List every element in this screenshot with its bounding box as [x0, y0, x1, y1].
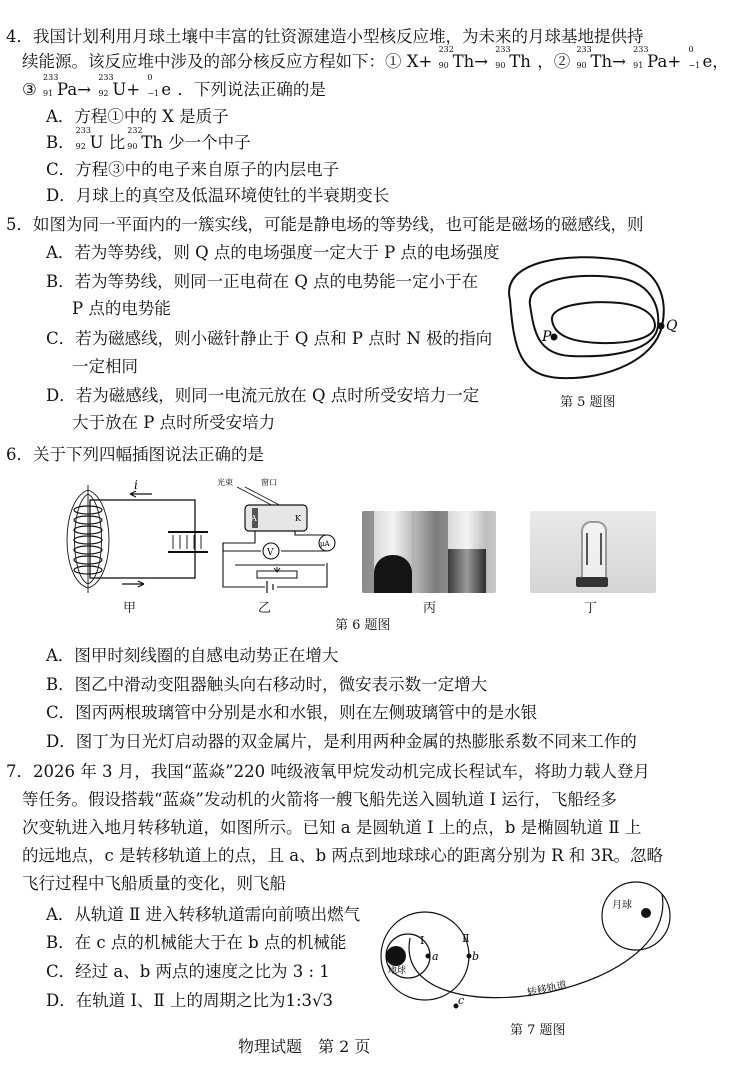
q4-eq3-electron: 0 −1 e	[147, 73, 172, 99]
q4-eq2-label: ，②	[537, 52, 571, 71]
q7-stem-line2: 等任务。假设搭载“蓝焱”发动机的火箭将一艘飞船先送入圆轨道 Ⅰ 运行，飞船经多	[22, 790, 617, 809]
q4-stem-prefix: 续能源。该反应堆中涉及的部分核反应方程如下：①	[22, 52, 402, 71]
q4-eq3-u233: 233 92 U+	[98, 73, 141, 99]
q6-option-d: D．图丁为日光灯启动器的双金属片，是利用两种金属的热膨胀系数不同来工作的	[46, 732, 637, 751]
q4-stem-line2	[22, 45, 730, 73]
q7-transfer-label: 转移轨道	[526, 979, 568, 999]
q7-caption: 第 7 题图	[510, 1023, 566, 1038]
q4-option-b-u233: 233 92 U 比	[75, 126, 126, 152]
q6-fig1-solenoid	[60, 480, 210, 595]
q6-fig1-capacitor-field	[173, 535, 201, 549]
q6-fig2-label: 乙	[258, 601, 272, 616]
q7-moon	[641, 908, 651, 918]
q7-moon-orbit-circle	[602, 882, 670, 950]
q6-stem: 6．关于下列四幅插图说法正确的是	[6, 445, 264, 464]
q7-option-c: C．经过 a、b 两点的速度之比为 3 : 1	[46, 962, 330, 981]
q4-eq1-th232: 232 90 Th→	[438, 45, 489, 71]
q6-fig4-starter-photo	[530, 511, 656, 593]
q7-stem-line3: 次变轨进入地月转移轨道，如图所示。已知 a 是圆轨道 Ⅰ 上的点，b 是椭圆轨道 Ⅱ 上	[22, 818, 642, 837]
q7-option-b: B．在 c 点的机械能大于在 b 点的机械能	[46, 933, 347, 952]
q6-option-b: B．图乙中滑动变阻器触头向右移动时，微安表示数一定增大	[46, 675, 488, 694]
q6-fig1-capacitor	[168, 532, 208, 552]
q4-option-b	[46, 126, 252, 154]
q4-eq1-x: X+	[406, 52, 433, 71]
q4-stem-line3	[22, 73, 326, 101]
q6-fig2-light-label: 光束	[217, 478, 233, 487]
q4-eq2-electron: 0 −1 e，	[688, 45, 729, 71]
page-footer: 物理试题 第 2 页	[238, 1037, 371, 1056]
q5-option-c-line2: 一定相同	[72, 357, 138, 376]
q6-fig4-base	[576, 577, 608, 587]
q6-fig3-left-liquid	[374, 555, 412, 593]
q4-option-b-th232: 232 90 Th 少一个中子	[127, 126, 251, 152]
q6-fig2-anode-label: A	[251, 514, 257, 523]
q6-fig2-battery	[267, 581, 273, 593]
q7-option-a: A．从轨道 Ⅱ 进入转移轨道需向前喷出燃气	[46, 905, 361, 924]
q7-orbit-1-label: Ⅰ	[420, 934, 425, 947]
q6-option-c: C．图丙两根玻璃管中分别是水和水银，则在左侧玻璃管中的是水银	[46, 703, 538, 722]
q5-option-d-line1: D．若为磁感线，则同一电流元放在 Q 点时所受安培力一定	[46, 386, 480, 405]
q5-caption: 第 5 题图	[560, 395, 616, 410]
q4-option-a: A．方程①中的 X 是质子	[46, 107, 229, 126]
q7-earth	[386, 946, 406, 966]
q4-option-d: D．月球上的真空及低温环境使钍的半衰期变长	[46, 186, 390, 205]
q7-stem-line1: 7．2026 年 3 月，我国“蓝焱”220 吨级液氧甲烷发动机完成长程试车，将助力载人登月	[6, 762, 650, 781]
q6-fig2-window-label: 窗口	[261, 478, 277, 487]
q6-fig1-field-lines	[67, 485, 109, 593]
q6-option-a: A．图甲时刻线圈的自感电动势正在增大	[46, 646, 339, 665]
q7-stem-line4: 的远地点，c 是转移轨道上的点，且 a、b 两点到地球球心的距离分别为 R 和 3R。忽略	[22, 846, 663, 865]
q4-option-b-prefix: B．	[46, 133, 75, 152]
q6-fig3-glass-tubes-photo	[362, 511, 496, 593]
q4-eq2-pa233: 233 91 Pa+	[633, 45, 682, 71]
q4-stem-line1: 4．我国计划利用月球土壤中丰富的钍资源建造小型核反应堆，为未来的月球基地提供持	[6, 27, 644, 46]
q6-fig2-voltmeter-label: V	[267, 548, 274, 558]
q7-earth-label: 地球	[388, 966, 407, 976]
q4-eq2-th233: 233 90 Th→	[576, 45, 626, 71]
q5-stem: 5．如图为同一平面内的一簇实线，可能是静电场的等势线，也可能是磁场的磁感线，则	[6, 215, 644, 234]
q6-fig4-label: 丁	[584, 601, 598, 616]
q5-point-p	[551, 334, 558, 341]
q5-inner-line	[552, 302, 655, 343]
q7-stem-line5: 飞行过程中飞船质量的变化，则飞船	[22, 874, 286, 893]
q6-fig3-right-liquid	[448, 549, 486, 593]
q4-eq1-th233: 233 90 Th	[495, 45, 531, 71]
q5-option-b-line1: B．若为等势线，则同一正电荷在 Q 点的电势能一定小于在	[46, 272, 479, 291]
q4-eq3-pa233: 233 91 Pa→	[43, 73, 92, 99]
q5-option-c-line1: C．若为磁感线，则小磁针静止于 Q 点和 P 点时 N 极的指向	[46, 329, 493, 348]
q5-point-q	[658, 323, 665, 330]
q7-point-a	[426, 954, 431, 959]
q7-orbit-2-label: Ⅱ	[462, 932, 470, 945]
q6-fig3-label: 丙	[423, 601, 437, 616]
q6-fig2-photoelectric	[215, 475, 350, 595]
q5-option-a: A．若为等势线，则 Q 点的电场强度一定大于 P 点的电场强度	[46, 243, 500, 262]
q6-fig1-current-arrow-bottom	[122, 581, 144, 587]
q6-fig1-label: 甲	[123, 601, 137, 616]
q6-fig2-microammeter-label: μA	[320, 540, 330, 548]
q7-point-a-label: a	[432, 950, 439, 963]
q5-field-lines-figure	[490, 250, 700, 390]
q4-stem-tail: ．下列说法正确的是	[177, 80, 326, 99]
q6-fig2-wires	[223, 531, 327, 587]
q6-fig2-cathode-label: K	[295, 514, 301, 523]
q6-fig4-bimetal-strip	[586, 533, 602, 565]
q7-orbit-figure	[380, 880, 680, 1020]
q5-label-p: P	[542, 329, 552, 345]
q4-option-c: C．方程③中的电子来自原子的内层电子	[46, 160, 340, 179]
q7-option-d: D．在轨道 Ⅰ、Ⅱ 上的周期之比为1:3√3	[46, 991, 334, 1010]
q7-point-b	[467, 954, 472, 959]
q6-caption: 第 6 题图	[335, 618, 391, 633]
q6-fig1-current-label: i	[134, 478, 138, 492]
q5-option-b-line2: P 点的电势能	[72, 299, 171, 318]
q5-option-d-line2: 大于放在 P 点时所受安培力	[72, 413, 276, 432]
q7-point-b-label: b	[472, 950, 480, 963]
q5-label-q: Q	[666, 318, 678, 334]
q7-point-c-label: c	[458, 994, 465, 1007]
q7-moon-label: 月球	[612, 900, 632, 911]
q4-eq3-label: ③	[22, 80, 37, 99]
